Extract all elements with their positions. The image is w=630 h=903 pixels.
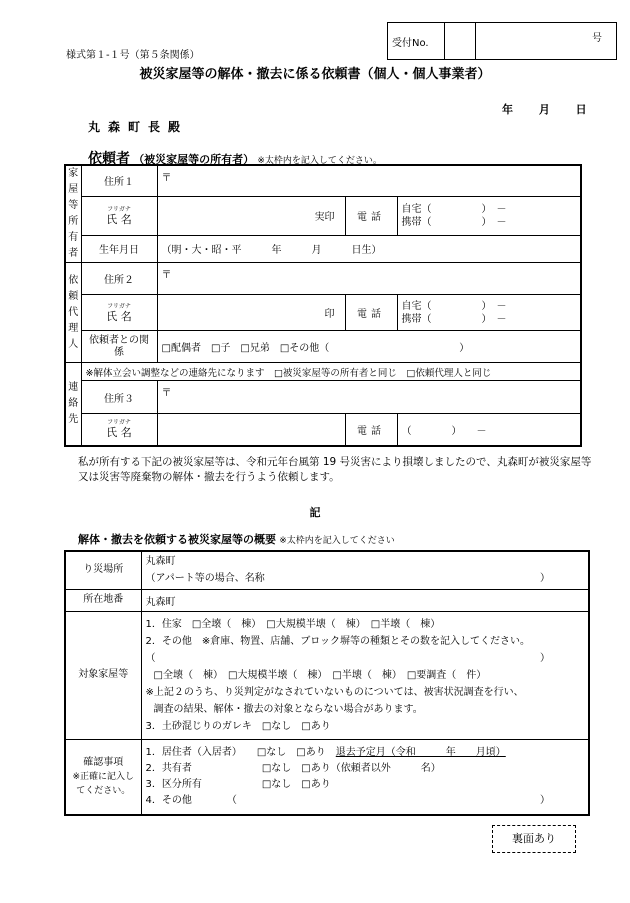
contact-address-field[interactable]: 〒 (157, 381, 581, 414)
confirm-line-1-text: 1．居住者（入居者） □なし □あり (145, 746, 326, 758)
confirm-line-4-text: 4．その他 （ (145, 794, 237, 806)
owner-address-label: 住所１ (81, 165, 157, 196)
owner-address-field[interactable]: 〒 (157, 165, 581, 196)
contact-furigana-label: フリガナ (107, 419, 131, 427)
receipt-field-1[interactable] (445, 23, 476, 60)
lot-field[interactable]: 丸森町 (141, 589, 589, 611)
confirm-line-3[interactable]: 3．区分所有 □なし □あり (145, 778, 331, 790)
target-field[interactable] (141, 611, 589, 739)
receipt-label: 受付No. (388, 23, 445, 60)
confirm-line-4[interactable] (146, 793, 585, 809)
confirm-field[interactable] (141, 739, 589, 815)
owner-name-label (81, 196, 157, 235)
target-line-3[interactable] (146, 650, 585, 667)
location-line-1: 丸森町 (145, 556, 176, 568)
request-statement: 私が所有する下記の被災家屋等は、令和元年台風第 19 号災害により損壊しましたので、丸森町が被災家屋等又は災害等廃棄物の解体・撤去を行うよう依頼します。 (78, 456, 592, 483)
owner-name-label-text: 氏 名 (106, 212, 132, 226)
contact-name-field[interactable] (157, 414, 345, 446)
overview-note: ※太枠内を記入してください (279, 536, 395, 546)
agent-phone-label: 電話 (345, 295, 397, 331)
target-line-6: 調査の結果、解体・撤去の対象とならない場合があります。 (153, 703, 423, 715)
target-line-7[interactable]: 3．土砂混じりのガレキ □なし □あり (145, 720, 331, 732)
back-side-note: 裏面あり (492, 825, 576, 853)
date-line[interactable]: 年 月 日 (502, 103, 587, 116)
agent-address-label: 住所２ (81, 263, 157, 295)
agent-home-phone[interactable]: 自宅（ ） － (401, 300, 507, 312)
location-line-2-text: （アパート等の場合、名称 (145, 573, 265, 585)
owner-home-phone[interactable]: 自宅（ ） － (401, 203, 507, 215)
ki-heading: 記 (309, 506, 321, 519)
owner-phone-field[interactable] (397, 196, 581, 235)
agent-section-label: 依頼代理人 (65, 263, 81, 363)
confirm-line-2[interactable]: 2．共有者 □なし □あり（依頼者以外 名） (145, 762, 441, 774)
owner-birth-field[interactable]: （明・大・昭・平 年 月 日生） (157, 235, 581, 262)
owner-mobile-phone[interactable]: 携帯（ ） － (401, 216, 507, 228)
owner-birth-label: 生年月日 (81, 235, 157, 262)
target-line-3-open: （ (145, 652, 156, 664)
agent-furigana-label: フリガナ (107, 302, 131, 310)
requester-subtitle: （被災家屋等の所有者） (133, 153, 255, 166)
lot-label: 所在地番 (65, 589, 141, 611)
receipt-box (387, 22, 617, 60)
owner-furigana-label: フリガナ (107, 205, 131, 213)
receipt-number-field[interactable]: 号 (592, 33, 602, 44)
confirm-label (65, 739, 141, 815)
requester-title: 依頼者 (88, 151, 130, 167)
contact-name-label (81, 414, 157, 446)
target-line-1[interactable]: 1．住家 □全壊（ 棟） □大規模半壊（ 棟） □半壊（ 棟） (145, 618, 441, 630)
agent-mobile-phone[interactable]: 携帯（ ） － (401, 313, 507, 325)
contact-name-label-text: 氏 名 (106, 426, 132, 440)
location-line-2 (146, 570, 585, 587)
confirm-line-1[interactable] (146, 745, 585, 761)
agent-name-label-text: 氏 名 (106, 309, 132, 323)
overview-heading (78, 531, 395, 547)
target-line-5: ※上記２のうち、り災判定がなされていないものについては、被害状況調査を行い、 (145, 686, 524, 698)
target-line-3-close: ） (540, 652, 550, 664)
confirm-label-note: ※正確に記入してください。 (72, 771, 135, 796)
agent-address-field[interactable]: 〒 (157, 263, 581, 295)
form-number: 様式第１‐１号（第５条関係） (66, 50, 200, 61)
contact-phone-field[interactable]: （ ） － (397, 414, 581, 446)
agent-relation-field[interactable]: □配偶者 □子 □兄弟 □その他（ ） (157, 331, 581, 363)
target-line-4[interactable]: □全壊（ 棟） □大規模半壊（ 棟） □半壊（ 棟） □要調査（ 件） (153, 669, 487, 681)
overview-title: 解体・撤去を依頼する被災家屋等の概要 (78, 533, 276, 546)
agent-phone-field[interactable] (397, 295, 581, 331)
contact-address-label: 住所３ (81, 381, 157, 414)
addressee: 丸森町長殿 (88, 120, 189, 134)
document-title: 被災家屋等の解体・撤去に係る依頼書（個人・個人事業者） (139, 67, 491, 82)
owner-section-label: 家屋等所有者 (65, 165, 81, 263)
contact-section-label: 連絡先 (65, 363, 81, 446)
confirm-line-1-move-out[interactable]: 退去予定月（令和 年 月頃） (335, 746, 506, 758)
confirm-label-title: 確認事項 (83, 756, 124, 768)
confirm-line-4-close: ） (540, 794, 550, 806)
property-table (64, 550, 590, 816)
location-field[interactable] (141, 551, 589, 589)
owner-phone-label: 電話 (345, 196, 397, 235)
requester-note: ※太枠内を記入してください。 (257, 156, 382, 166)
agent-relation-label: 依頼者との関係 (81, 331, 157, 363)
agent-name-field[interactable]: 印 (157, 295, 345, 331)
location-close: ） (540, 573, 550, 585)
contact-note[interactable]: ※解体立会い調整などの連絡先になります □被災家屋等の所有者と同じ □依頼代理人と同じ (81, 363, 581, 381)
requester-table (64, 164, 582, 447)
target-label: 対象家屋等 (65, 611, 141, 739)
location-label: り災場所 (65, 551, 141, 589)
owner-name-field[interactable]: 実印 (157, 196, 345, 235)
contact-phone-label: 電話 (345, 414, 397, 446)
target-line-2: 2．その他 ※倉庫、物置、店舗、ブロック塀等の種類とその数を記入してください。 (145, 635, 531, 647)
agent-name-label (81, 295, 157, 331)
